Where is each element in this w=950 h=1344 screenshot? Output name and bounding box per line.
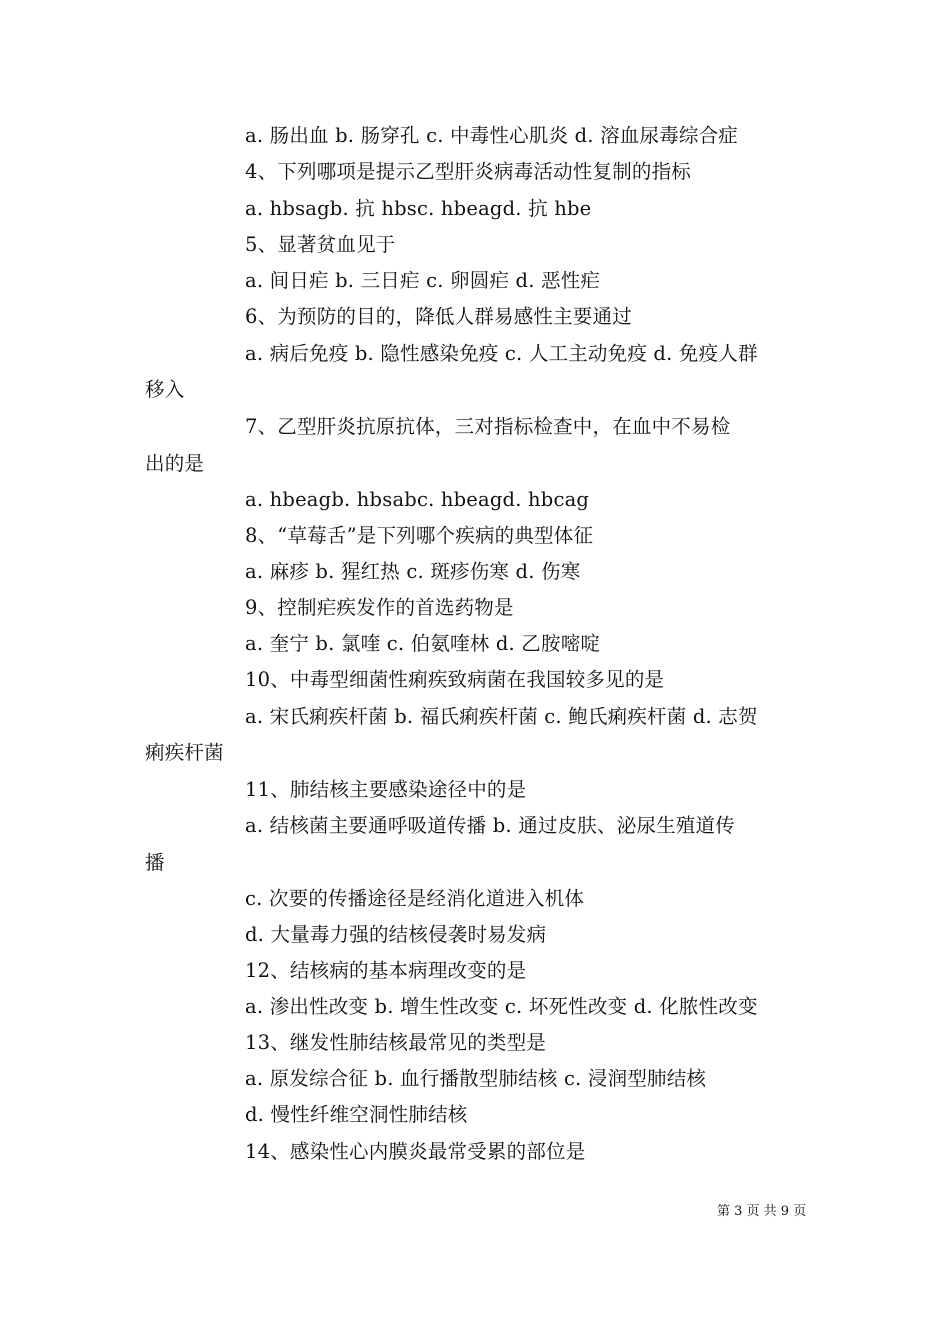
text-line: 5、显著贫血见于	[245, 233, 396, 256]
page-number-footer: 第 3 页 共 9 页	[717, 1204, 807, 1219]
text-line: 12、结核病的基本病理改变的是	[245, 959, 527, 982]
text-line: a. 宋氏痢疾杆菌 b. 福氏痢疾杆菌 c. 鲍氏痢疾杆菌 d. 志贺	[245, 705, 758, 728]
text-line: 11、肺结核主要感染途径中的是	[245, 778, 527, 801]
text-line: a. 病后免疫 b. 隐性感染免疫 c. 人工主动免疫 d. 免疫人群	[245, 342, 758, 365]
text-line: c. 次要的传播途径是经消化道进入机体	[245, 887, 585, 910]
text-line: a. 间日疟 b. 三日疟 c. 卵圆疟 d. 恶性疟	[245, 269, 601, 292]
text-line: a. 肠出血 b. 肠穿孔 c. 中毒性心肌炎 d. 溶血尿毒综合症	[245, 124, 738, 147]
text-line: 6、为预防的目的，降低人群易感性主要通过	[245, 305, 632, 328]
text-line: a. hbsagb. 抗 hbsc. hbeagd. 抗 hbe	[245, 197, 592, 220]
text-line: 10、中毒型细菌性痢疾致病菌在我国较多见的是	[245, 668, 665, 691]
text-line: 7、乙型肝炎抗原抗体，三对指标检查中，在血中不易检	[245, 415, 731, 438]
text-line: a. 奎宁 b. 氯喹 c. 伯氨喹林 d. 乙胺嘧啶	[245, 632, 601, 655]
text-line: a. 结核菌主要通呼吸道传播 b. 通过皮肤、泌尿生殖道传	[245, 814, 735, 837]
text-line: 8、“草莓舌”是下列哪个疾病的典型体征	[245, 524, 594, 547]
text-line: d. 大量毒力强的结核侵袭时易发病	[245, 923, 547, 946]
text-line: 移入	[145, 378, 185, 401]
text-line: 9、控制疟疾发作的首选药物是	[245, 596, 514, 619]
text-line: a. hbeagb. hbsabc. hbeagd. hbcag	[245, 488, 590, 511]
text-line: 4、下列哪项是提示乙型肝炎病毒活动性复制的指标	[245, 160, 692, 183]
text-line: a. 麻疹 b. 猩红热 c. 斑疹伤寒 d. 伤寒	[245, 560, 581, 583]
text-line: a. 原发综合征 b. 血行播散型肺结核 c. 浸润型肺结核	[245, 1067, 707, 1090]
text-line: 14、感染性心内膜炎最常受累的部位是	[245, 1140, 586, 1163]
text-line: 13、继发性肺结核最常见的类型是	[245, 1031, 547, 1054]
text-line: 出的是	[145, 452, 205, 475]
text-line: d. 慢性纤维空洞性肺结核	[245, 1103, 468, 1126]
text-line: 痢疾杆菌	[145, 741, 224, 764]
text-line: a. 渗出性改变 b. 增生性改变 c. 坏死性改变 d. 化脓性改变	[245, 995, 758, 1018]
text-line: 播	[145, 851, 165, 874]
